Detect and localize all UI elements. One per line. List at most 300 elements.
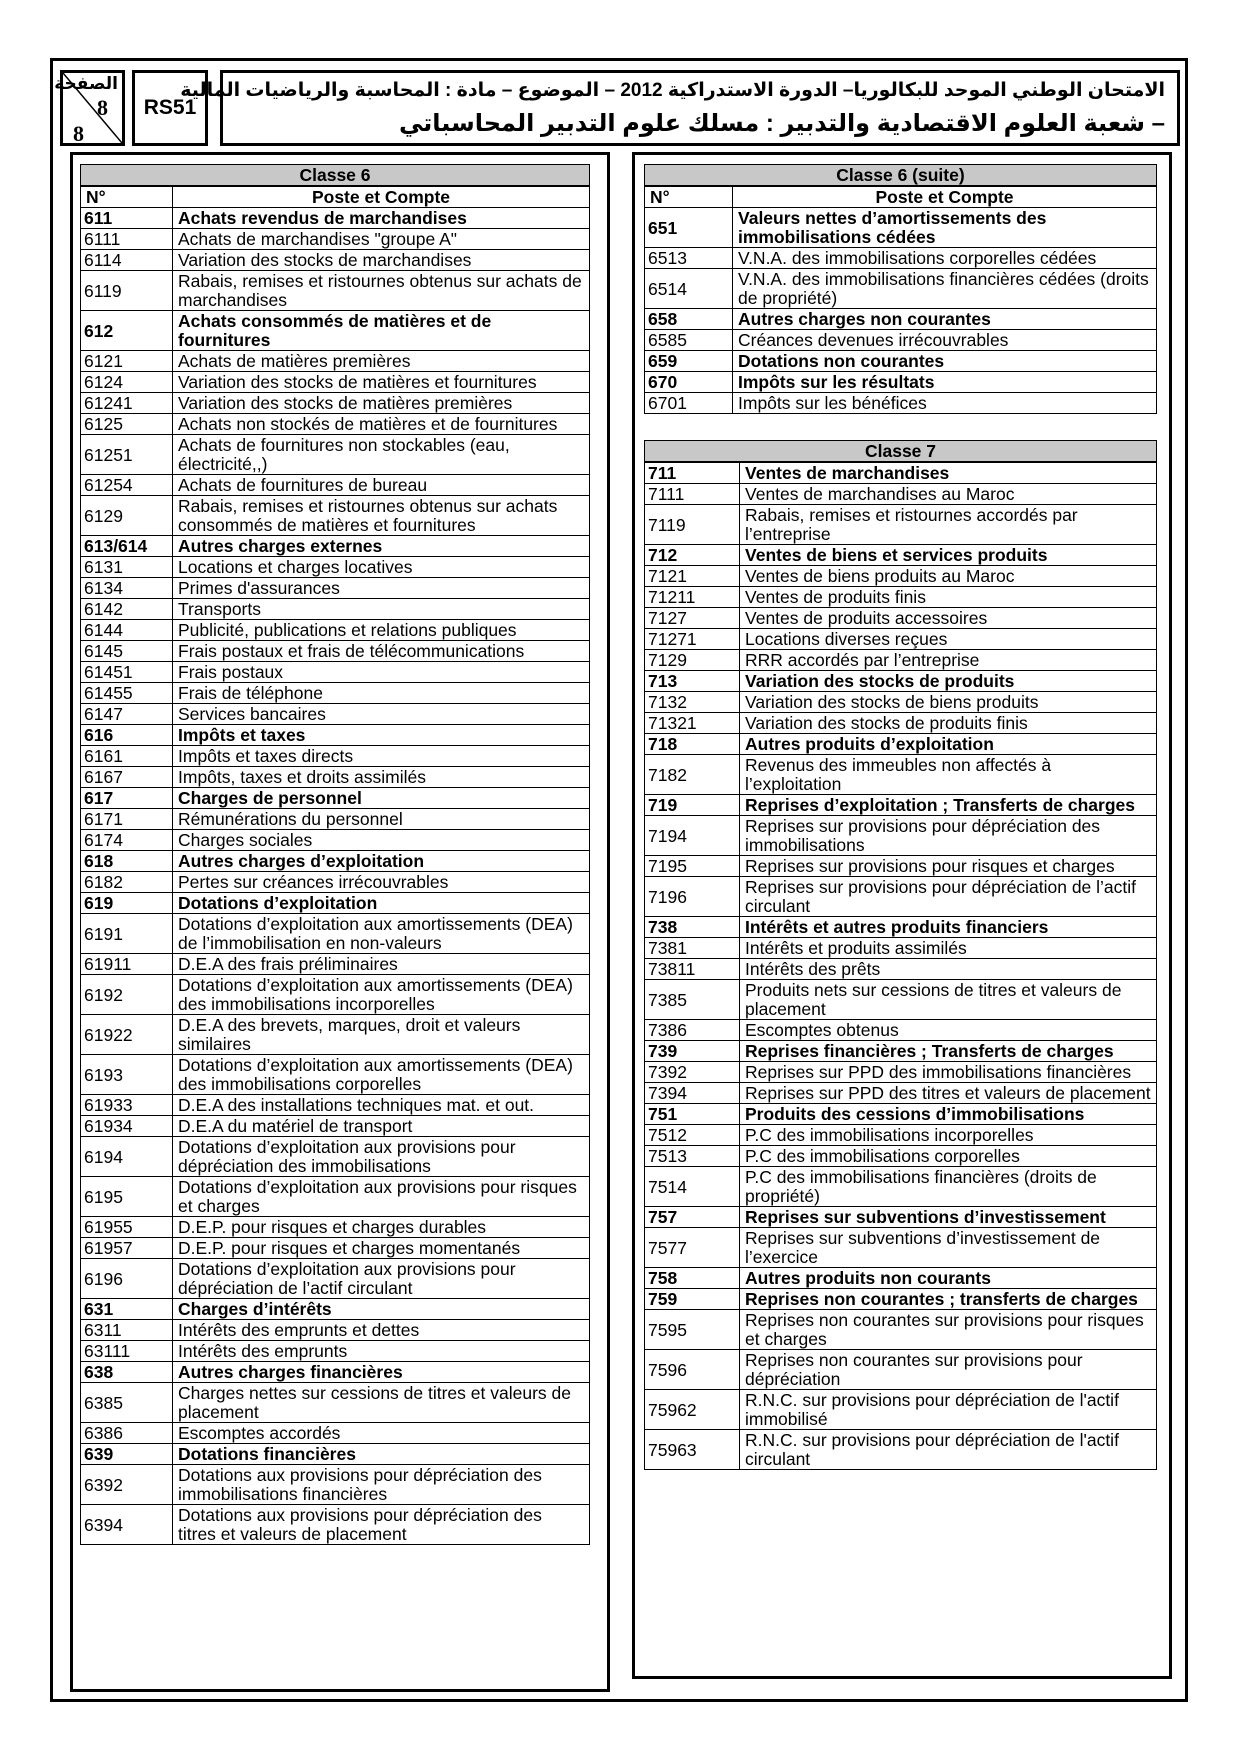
account-label: Dotations d’exploitation aux amortissements (DEA) des immobilisations corporelles [173,1055,590,1095]
account-row [81,372,590,393]
account-number: 61241 [81,393,173,414]
account-row [645,587,1157,608]
account-row [645,1167,1157,1207]
account-number: 6385 [81,1383,173,1423]
account-label: Reprises sur provisions pour dépréciation des immobilisations [740,816,1157,856]
account-label: Ventes de biens produits au Maroc [740,566,1157,587]
account-label: Variation des stocks de marchandises [173,250,590,271]
account-row [645,545,1157,566]
account-row [81,975,590,1015]
account-row [645,816,1157,856]
account-row [81,1299,590,1320]
account-number: 7512 [645,1125,740,1146]
account-label: Impôts sur les résultats [733,372,1157,393]
account-label: Autres charges financières [173,1362,590,1383]
account-row [81,1259,590,1299]
account-row [645,1083,1157,1104]
account-row [645,330,1157,351]
table-title: Classe 6 (suite) [645,165,1157,187]
account-number: 631 [81,1299,173,1320]
account-label: Autres charges non courantes [733,309,1157,330]
account-label: Reprises financières ; Transferts de charges [740,1041,1157,1062]
account-number: 658 [645,309,733,330]
account-label: Autres charges d’exploitation [173,851,590,872]
account-row [81,1320,590,1341]
account-label: Rabais, remises et ristournes obtenus sur achats de marchandises [173,271,590,311]
account-number: 759 [645,1289,740,1310]
account-label: Achats de marchandises "groupe A" [173,229,590,250]
account-row [645,1310,1157,1350]
account-label: V.N.A. des immobilisations financières cédées (droits de propriété) [733,269,1157,309]
account-row [81,1055,590,1095]
account-number: 617 [81,788,173,809]
account-label: Autres produits non courants [740,1268,1157,1289]
account-number: 7386 [645,1020,740,1041]
account-row [645,1146,1157,1167]
account-label: Dotations d’exploitation aux amortissements (DEA) de l’immobilisation en non-valeurs [173,914,590,954]
account-label: Dotations d’exploitation aux provisions pour risques et charges [173,1177,590,1217]
account-label: Rabais, remises et ristournes obtenus sur achats consommés de matières et fournitures [173,496,590,536]
account-number: 6134 [81,578,173,599]
account-number: 61933 [81,1095,173,1116]
account-label: Variation des stocks de produits finis [740,713,1157,734]
account-label: Reprises sur provisions pour risques et charges [740,856,1157,877]
account-row [81,914,590,954]
account-number: 6195 [81,1177,173,1217]
account-row [81,683,590,704]
account-number: 6386 [81,1423,173,1444]
account-row [81,1465,590,1505]
account-row [645,1350,1157,1390]
account-label: Services bancaires [173,704,590,725]
account-number: 61254 [81,475,173,496]
account-number: 6514 [645,269,733,309]
account-row [81,536,590,557]
account-label: Autres charges externes [173,536,590,557]
account-row [645,1062,1157,1083]
page-total: 8 [73,121,84,146]
account-label: Reprises non courantes sur provisions pour risques et charges [740,1310,1157,1350]
account-number: 6701 [645,393,733,414]
account-number: 7196 [645,877,740,917]
account-number: 611 [81,208,173,229]
account-number: 75963 [645,1430,740,1470]
account-row [645,1390,1157,1430]
account-row [81,393,590,414]
account-label: Ventes de produits finis [740,587,1157,608]
account-number: 6174 [81,830,173,851]
account-number: 6394 [81,1505,173,1545]
account-row [81,250,590,271]
classe7-table [644,440,1157,1470]
account-label: Ventes de marchandises au Maroc [740,484,1157,505]
account-label: R.N.C. sur provisions pour dépréciation de l'actif immobilisé [740,1390,1157,1430]
account-number: 71211 [645,587,740,608]
account-label: Escomptes obtenus [740,1020,1157,1041]
account-number: 61957 [81,1238,173,1259]
account-row [81,496,590,536]
account-row [645,1228,1157,1268]
account-row [645,755,1157,795]
account-number: 61922 [81,1015,173,1055]
account-label: Primes d'assurances [173,578,590,599]
account-row [81,662,590,683]
account-row [645,1268,1157,1289]
account-row [81,557,590,578]
account-number: 619 [81,893,173,914]
account-number: 6144 [81,620,173,641]
account-number: 670 [645,372,733,393]
account-row [81,704,590,725]
account-label: Reprises sur subventions d’investissement de l’exercice [740,1228,1157,1268]
account-number: 758 [645,1268,740,1289]
account-number: 6167 [81,767,173,788]
account-label: Impôts, taxes et droits assimilés [173,767,590,788]
page-number: 8 [97,95,108,120]
page-label: الصفحة [54,74,118,93]
account-label: R.N.C. sur provisions pour dépréciation de l'actif circulant [740,1430,1157,1470]
page-number-box [54,70,125,146]
account-number: 63111 [81,1341,173,1362]
account-number: 6194 [81,1137,173,1177]
account-row [645,938,1157,959]
account-label: Dotations aux provisions pour dépréciation des immobilisations financières [173,1465,590,1505]
account-number: 61955 [81,1217,173,1238]
account-row [81,1383,590,1423]
account-number: 6125 [81,414,173,435]
account-row [81,809,590,830]
account-label: D.E.A du matériel de transport [173,1116,590,1137]
account-number: 6114 [81,250,173,271]
account-number: 713 [645,671,740,692]
account-label: P.C des immobilisations corporelles [740,1146,1157,1167]
account-number: 6124 [81,372,173,393]
account-label: Dotations d’exploitation aux amortissements (DEA) des immobilisations incorporelles [173,975,590,1015]
account-number: 7121 [645,566,740,587]
account-row [645,372,1157,393]
account-number: 618 [81,851,173,872]
account-label: Transports [173,599,590,620]
account-number: 61455 [81,683,173,704]
account-label: Variation des stocks de biens produits [740,692,1157,713]
account-number: 7514 [645,1167,740,1207]
account-label: Charges sociales [173,830,590,851]
account-label: P.C des immobilisations incorporelles [740,1125,1157,1146]
account-label: D.E.P. pour risques et charges durables [173,1217,590,1238]
account-number: 6161 [81,746,173,767]
account-number: 659 [645,351,733,372]
account-number: 6191 [81,914,173,954]
account-label: Impôts sur les bénéfices [733,393,1157,414]
account-label: Charges de personnel [173,788,590,809]
account-number: 75962 [645,1390,740,1430]
account-row [645,1207,1157,1228]
account-row [645,629,1157,650]
account-label: Dotations financières [173,1444,590,1465]
account-number: 757 [645,1207,740,1228]
account-label: Frais postaux et frais de télécommunications [173,641,590,662]
account-number: 613/614 [81,536,173,557]
account-label: Reprises sur PPD des titres et valeurs de placement [740,1083,1157,1104]
account-row [81,872,590,893]
account-number: 6129 [81,496,173,536]
account-row [81,229,590,250]
account-label: Reprises non courantes ; transferts de charges [740,1289,1157,1310]
account-row [81,746,590,767]
account-number: 61251 [81,435,173,475]
account-label: Produits nets sur cessions de titres et valeurs de placement [740,980,1157,1020]
column-header-number: N° [81,186,173,208]
account-label: Dotations aux provisions pour dépréciation des titres et valeurs de placement [173,1505,590,1545]
account-label: Variation des stocks de matières premières [173,393,590,414]
subject-code: RS51 [132,70,208,146]
account-row [645,462,1157,484]
account-number: 612 [81,311,173,351]
exam-title-line1: الامتحان الوطني الموحد للبكالوريا– الدورة الاستدراكية 2012 – الموضوع – مادة : المحاسبة والرياضيات المالية [180,80,1165,101]
account-row [645,608,1157,629]
account-number: 719 [645,795,740,816]
account-label: Charges nettes sur cessions de titres et valeurs de placement [173,1383,590,1423]
account-label: Impôts et taxes [173,725,590,746]
account-label: Produits des cessions d’immobilisations [740,1104,1157,1125]
account-row [81,954,590,975]
account-row [81,475,590,496]
account-row [645,1041,1157,1062]
account-row [81,1116,590,1137]
account-label: Reprises sur provisions pour dépréciation de l’actif circulant [740,877,1157,917]
account-number: 718 [645,734,740,755]
account-label: Achats revendus de marchandises [173,208,590,229]
account-label: Dotations d’exploitation [173,893,590,914]
account-row [645,671,1157,692]
account-number: 7119 [645,505,740,545]
account-label: Dotations d’exploitation aux provisions pour dépréciation des immobilisations [173,1137,590,1177]
account-label: Ventes de biens et services produits [740,545,1157,566]
account-row [645,650,1157,671]
table-title: Classe 7 [645,441,1157,463]
account-label: V.N.A. des immobilisations corporelles cédées [733,248,1157,269]
account-row [645,309,1157,330]
account-number: 6513 [645,248,733,269]
account-label: Achats de matières premières [173,351,590,372]
account-label: Achats consommés de matières et de fournitures [173,311,590,351]
account-row [81,788,590,809]
account-row [81,1238,590,1259]
account-number: 61934 [81,1116,173,1137]
account-row [81,1444,590,1465]
account-row [81,620,590,641]
account-number: 739 [645,1041,740,1062]
account-label: D.E.A des installations techniques mat. et out. [173,1095,590,1116]
account-label: Locations diverses reçues [740,629,1157,650]
account-number: 71321 [645,713,740,734]
account-row [645,692,1157,713]
account-row [645,1125,1157,1146]
account-row [81,208,590,229]
account-label: Revenus des immeubles non affectés à l’exploitation [740,755,1157,795]
account-label: Variation des stocks de produits [740,671,1157,692]
account-number: 7381 [645,938,740,959]
account-number: 73811 [645,959,740,980]
account-number: 7385 [645,980,740,1020]
column-header-number: N° [645,186,733,208]
account-label: Dotations d’exploitation aux provisions pour dépréciation de l’actif circulant [173,1259,590,1299]
account-label: Ventes de marchandises [740,462,1157,484]
account-row [645,795,1157,816]
account-number: 7596 [645,1350,740,1390]
account-label: Escomptes accordés [173,1423,590,1444]
account-number: 71271 [645,629,740,650]
account-label: Charges d’intérêts [173,1299,590,1320]
account-row [645,980,1157,1020]
account-row [81,1362,590,1383]
column-header-account: Poste et Compte [733,186,1157,208]
account-number: 712 [645,545,740,566]
account-row [645,959,1157,980]
account-number: 638 [81,1362,173,1383]
account-number: 6119 [81,271,173,311]
account-number: 6193 [81,1055,173,1095]
account-row [645,248,1157,269]
account-row [645,269,1157,309]
account-number: 751 [645,1104,740,1125]
account-number: 7392 [645,1062,740,1083]
account-row [645,566,1157,587]
account-number: 7194 [645,816,740,856]
account-label: Rémunérations du personnel [173,809,590,830]
account-number: 6142 [81,599,173,620]
account-row [81,435,590,475]
account-label: Intérêts des prêts [740,959,1157,980]
account-label: Intérêts et autres produits financiers [740,917,1157,938]
account-label: Pertes sur créances irrécouvrables [173,872,590,893]
account-row [645,917,1157,938]
account-number: 651 [645,208,733,248]
account-number: 6392 [81,1465,173,1505]
account-row [81,1137,590,1177]
account-row [645,505,1157,545]
account-row [81,767,590,788]
account-number: 738 [645,917,740,938]
account-row [81,578,590,599]
account-label: Reprises sur subventions d’investissement [740,1207,1157,1228]
account-row [645,856,1157,877]
account-row [645,351,1157,372]
account-label: Intérêts et produits assimilés [740,938,1157,959]
account-number: 616 [81,725,173,746]
account-label: RRR accordés par l’entreprise [740,650,1157,671]
account-number: 6147 [81,704,173,725]
account-number: 61911 [81,954,173,975]
account-label: Ventes de produits accessoires [740,608,1157,629]
account-number: 6182 [81,872,173,893]
account-number: 6145 [81,641,173,662]
account-label: Impôts et taxes directs [173,746,590,767]
account-row [81,599,590,620]
account-label: Dotations non courantes [733,351,1157,372]
account-label: Achats non stockés de matières et de fournitures [173,414,590,435]
table-title: Classe 6 [81,165,590,187]
account-number: 7195 [645,856,740,877]
account-label: Reprises non courantes sur provisions pour dépréciation [740,1350,1157,1390]
account-number: 6111 [81,229,173,250]
account-number: 6121 [81,351,173,372]
account-row [81,351,590,372]
account-row [645,734,1157,755]
account-number: 7129 [645,650,740,671]
exam-title-line2: – شعبة العلوم الاقتصادية والتدبير : مسلك علوم التدبير المحاسباتي [398,110,1165,137]
account-number: 6585 [645,330,733,351]
account-number: 6131 [81,557,173,578]
account-number: 7577 [645,1228,740,1268]
account-row [81,851,590,872]
account-row [645,1289,1157,1310]
account-row [81,271,590,311]
account-number: 7132 [645,692,740,713]
account-row [645,877,1157,917]
account-label: D.E.A des brevets, marques, droit et valeurs similaires [173,1015,590,1055]
account-label: Créances devenues irrécouvrables [733,330,1157,351]
account-label: Rabais, remises et ristournes accordés par l’entreprise [740,505,1157,545]
account-label: Variation des stocks de matières et fournitures [173,372,590,393]
account-row [645,484,1157,505]
account-row [645,1104,1157,1125]
account-number: 7127 [645,608,740,629]
classe6-table [80,164,590,1545]
account-label: P.C des immobilisations financières (droits de propriété) [740,1167,1157,1207]
account-row [81,1177,590,1217]
account-label: Reprises d’exploitation ; Transferts de charges [740,795,1157,816]
account-row [81,311,590,351]
account-row [81,1423,590,1444]
account-label: Frais de téléphone [173,683,590,704]
exam-title-box [180,70,1180,146]
account-number: 6196 [81,1259,173,1299]
account-label: Publicité, publications et relations publiques [173,620,590,641]
account-row [645,713,1157,734]
account-row [81,1015,590,1055]
account-number: 7595 [645,1310,740,1350]
account-label: Locations et charges locatives [173,557,590,578]
account-label: Valeurs nettes d’amortissements des immobilisations cédées [733,208,1157,248]
account-row [645,1430,1157,1470]
account-label: Autres produits d’exploitation [740,734,1157,755]
account-row [81,830,590,851]
account-number: 7513 [645,1146,740,1167]
account-row [645,1020,1157,1041]
account-row [81,1217,590,1238]
account-number: 6192 [81,975,173,1015]
account-number: 7394 [645,1083,740,1104]
account-number: 7182 [645,755,740,795]
account-row [81,1095,590,1116]
classe6-suite-table [644,164,1157,414]
account-row [645,393,1157,414]
column-header-account: Poste et Compte [173,186,590,208]
account-number: 7111 [645,484,740,505]
account-number: 711 [645,462,740,484]
account-row [81,414,590,435]
account-row [81,725,590,746]
account-number: 639 [81,1444,173,1465]
account-row [81,893,590,914]
account-row [81,641,590,662]
account-label: D.E.A des frais préliminaires [173,954,590,975]
account-row [645,208,1157,248]
account-label: Intérêts des emprunts [173,1341,590,1362]
account-number: 6171 [81,809,173,830]
account-row [81,1505,590,1545]
